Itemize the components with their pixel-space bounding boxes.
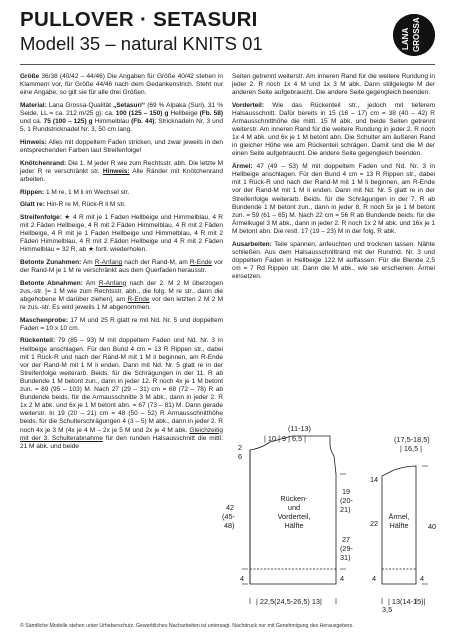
material-label: Material:: [20, 101, 47, 109]
hinweis-label: Hinweis:: [20, 138, 47, 146]
diagram-rib-right: 4: [340, 574, 345, 583]
rueckenteil-label: Rückenteil:: [20, 337, 56, 345]
glatt-text: Hin-R re M, Rück-R li M str.: [44, 201, 126, 209]
streifenfolge-label: Streifenfolge:: [20, 213, 62, 221]
material-text-1: Lana Grossa-Qualität: [46, 101, 113, 109]
zunahmen-text-3: nach der Rand-M, am: [122, 258, 190, 266]
rueckenteil-text-2: für den runden Halsausschnitt die mittl. 21 M abk. und beide: [20, 434, 223, 450]
ausarbeiten-label: Ausarbeiten:: [232, 240, 272, 248]
material-text-3: (69 % Alpaka (Suri), 31 % Seide, LL = ca. 212 m/25 g): ca.: [20, 101, 223, 117]
maschenprobe-paragraph: [20, 317, 223, 333]
groesse-text: 36/38 (40/42 – 44/46) Die Angaben für Größe 40/42 stehen in Klammern vor, für Größe 44/46 nach dem Gedankenstrich. Steht nur eine Angabe, so gilt sie für alle drei Größen.: [20, 73, 223, 97]
diagram-length-num: 42: [226, 503, 235, 512]
sleeve-label-1: Ärmel,: [388, 512, 410, 521]
vorderteil-paragraph: [232, 102, 435, 159]
material-color-1: (Fb. 58): [199, 109, 223, 117]
knoetchenrand-hinweis: Hinweis:: [102, 167, 130, 175]
rippen-text: 1 M re, 1 M li im Wechsel str.: [44, 188, 130, 196]
rippen-paragraph: [20, 189, 223, 197]
logo-graphic: [393, 14, 435, 56]
knoetchenrand-text-2: Alle Ränder mit Knötchenrand arbeiten.: [20, 167, 223, 183]
header-divider: [20, 64, 435, 65]
diagram-side-paren: (29-: [340, 544, 353, 553]
zunahmen-r-anfang: R-Anfang: [94, 258, 123, 266]
material-text-11: ; Stricknadeln Nr. 3 und 5, 1 Rundstricknadel Nr. 3, 50 cm lang.: [20, 118, 223, 134]
diagram-neck-6: 6: [238, 452, 243, 461]
aermel-label: Ärmel:: [232, 163, 253, 171]
zunahmen-r-ende: R-Ende: [189, 258, 212, 266]
zunahmen-text-1: Am: [81, 258, 95, 266]
instructions-left-column: [20, 73, 223, 455]
diagram-armhole-paren: (20-: [340, 496, 353, 505]
diagram-side-num: 27: [342, 535, 351, 544]
material-yarn-name: „Setasuri“: [112, 101, 146, 109]
diagram-top-segments: | 10 | 9 | 6,5 |: [264, 434, 307, 443]
sleeve-rib-right: 4: [420, 574, 425, 583]
diagram-top-paren: (11-13): [288, 424, 311, 433]
sleeve-rib-left: 4: [372, 574, 377, 583]
sleeve-top-dims: | 16,5 |: [400, 444, 423, 453]
diagram-length-paren2: 48): [224, 521, 235, 530]
hinweis-paragraph: [20, 139, 223, 155]
abnahmen-text-5: vor den letzten 2 M 2 M re zus.-str. Es wird jeweils 1 M abgenommen.: [20, 295, 224, 311]
zunahmen-label: Betonte Zunahmen:: [20, 258, 82, 266]
front-label-3: Vorderteil,: [277, 512, 311, 521]
page-title: PULLOVER · SETASURI: [20, 8, 258, 31]
page-subtitle: Modell 35 – natural KNITS 01: [20, 33, 263, 54]
ausarbeiten-paragraph: [232, 241, 435, 281]
groesse-paragraph: [20, 73, 223, 97]
aermel-paragraph: [232, 163, 435, 236]
diagram-armhole-num: 19: [342, 487, 351, 496]
diagram-rib-left: 4: [240, 574, 245, 583]
aermel-text: 47 (49 – 53) M mit doppeltem Faden und Nd. Nr. 3 in Hellbeige anschlagen. Für den Bund 4 cm = 13 R Rippen str., dabei mit 1 Rück-R und nach der Rand-M mit 1 M li beginnen, am R-Ende vor der Rand-M mit 1 M li enden. Dann mit Nd. Nr. 5 glatt re in der Streifenfolge weiterarb. Beids. für die Schrägungen in der 7. R ab Bundende 1 M betont zun., dann in jeder 8. R noch 5x je 1 M betont zun. = 59 (61 – 65) M. Nach 22 cm = 56 R ab Bundende beids. für die Ärmelkugel 3 M abk., dann in jeder 2. R noch 1x 2 M abk. und 16x je 1 M betont abn. Die restl. 17 (19 – 23) M in der folg. R abk.: [232, 163, 435, 235]
lana-grossa-logo: [393, 14, 435, 56]
knoetchenrand-text-1: Die 1. M jeder R wie zum Rechtsstr. abh. Die letzte M jeder R re verschränkt str.: [20, 159, 223, 175]
material-text-7: und ca.: [20, 118, 44, 126]
abnahmen-text-1: Am: [82, 279, 99, 287]
maschenprobe-text: 17 M und 25 R glatt re mit Nd. Nr. 5 und doppeltem Faden = 10 x 10 cm.: [20, 316, 223, 332]
streifenfolge-text: ★ 4 R mit je 1 Faden Hellbeige und Himmelblau, 4 R mit 2 Fäden Hellbeige, 4 R mit 2 Fäden Himmelblau, 4 R mit 2 Fäden Hellbeige, 4 R mit je 1 Faden Hellbeige und Himmelblau, 4 R mit 2 Fäden Himmelblau, 4 R mit 2 Fäden Hellbeige und 4 R mit 2 Fäden Himmelblau = 32 R, ab ★ fortl. wiederholen.: [20, 213, 223, 254]
sleeve-width-dims: | 13(14-15)|: [388, 597, 426, 606]
groesse-label: Größe: [20, 73, 40, 80]
zunahmen-paragraph: [20, 259, 223, 275]
front-label-2: und: [287, 503, 301, 512]
diagram-width-dims: | 22,5(24,5-26,5) 13|: [256, 597, 322, 606]
abnahmen-text-3: nach der 2. M 2 M überzogen zus.-str. [= 1 M wie zum Rechtsstr. abh., die folg. M re str., dann die abgehobene M darüber ziehen], am: [20, 279, 223, 303]
sleeve-label-2: Hälfte: [389, 521, 409, 530]
logo-text-lana: LANA: [401, 27, 410, 50]
diagram-neck-2: 2: [238, 443, 243, 452]
schematic-diagram: [222, 414, 447, 614]
rueckenteil-text-1: 79 (85 – 93) M mit doppeltem Faden und Nd. Nr. 3 in Hellbeige anschlagen. Für den Bund 4 cm = 13 R Rippen str., dabei mit 1 Rück-R und nach der Rand-M mit 1 M li beginnen, am R-Ende vor der Rand-M mit 1 M li enden. Dann mit Nd. Nr. 5 glatt re in der Streifenfolge weiterarb. Beids. für die Schrägungen in der 11. R ab Bundende 1 M betont zun., dann in jeder 12. R noch 4x je 1 M betont zun. = 89 (95 – 103) M. Nach 27 (29 – 31) cm = 68 (72 – 78) R ab Bundende beids. für die Armausschnitte 3 M abk., dann in jeder 2. R 1x 2 M abk. und 6x je 1 M betont abn. = 67 (73 – 81) M. Dann gerade weiterstr. In 19 (20 – 21) cm = 48 (50 – 52) R Armausschnitthöhe beids. für die Schulterschrägungen 4 (3 – 5) M abk., dann in jeder 2. R noch 4x je 3 M (4x je 4 M – 2x je 5 M und 2x je 4 M abk.: [20, 337, 223, 434]
streifenfolge-paragraph: [20, 214, 223, 254]
diagram-armhole-paren2: 21): [340, 505, 351, 514]
knoetchenrand-label: Knötchenrand:: [20, 159, 67, 167]
sleeve-side-num: 22: [370, 519, 379, 528]
material-text-5: Hellbeige: [168, 109, 200, 117]
page-header: [20, 9, 400, 54]
sleeve-width-small: 3,5: [382, 605, 393, 614]
knoetchenrand-paragraph: [20, 160, 223, 184]
rippen-label: Rippen:: [20, 188, 45, 196]
abnahmen-r-ende: R-Ende: [127, 295, 150, 303]
abnahmen-paragraph: [20, 280, 223, 312]
ausarbeiten-text: Teile spannen, anfeuchten und trocknen lassen. Nähte schließen. Aus dem Halsausschnittrand mit der Rundnd. Nr. 3 und doppeltem Faden in Hellbeige 122 M auffassen. Für die Blende 2,5 cm = 7 Rd Rippen str. Dann die M abk., wie sie erscheinen. Ärmel einsetzen.: [232, 240, 435, 280]
sleeve-top-paren: (17,5-18,5): [394, 435, 430, 444]
copyright-footer: © Sämtliche Modelle stehen unter Urheberschutz. Gewerbliches Nacharbeiten ist untersagt. Nachdruck nur mit Genehmigung des Herausgebers.: [20, 623, 354, 629]
diagram-length-paren: (45-: [222, 512, 235, 521]
logo-text-grossa: GROSSA: [412, 17, 421, 52]
material-paragraph: [20, 102, 223, 134]
abnahmen-r-anfang: R-Anfang: [98, 279, 127, 287]
maschenprobe-label: Maschenprobe:: [20, 316, 69, 324]
instructions-right-column: [232, 73, 435, 286]
front-label-1: Rücken-: [280, 494, 308, 503]
diagram-side-paren2: 31): [340, 553, 351, 562]
front-label-4: Hälfte: [284, 521, 304, 530]
hinweis-text: Alles mit doppeltem Faden stricken, und zwar jeweils in den entsprechenden Farben laut Streifenfolge!: [20, 138, 223, 154]
material-text-9: Himmelblau: [92, 118, 132, 126]
glatt-label: Glatt re:: [20, 201, 45, 209]
sleeve-cap-height: 14: [370, 475, 379, 484]
abnahmen-label: Betonte Abnahmen:: [20, 279, 83, 287]
material-color-2: (Fb. 44): [131, 118, 155, 126]
sleeve-length: 40: [428, 522, 437, 531]
material-amount-2: 75 (100 – 125) g: [43, 118, 93, 126]
zunahmen-text-5: vor der Rand-M je 1 M re verschränkt aus dem Querfaden herausstr.: [20, 258, 223, 275]
rueckenteil-continued: Seiten getrennt weiterstr. Am inneren Rand für die weitere Rundung in jeder 2. R noch 1x 4 M und 1x 3 M abk. Dann stillgelegte M der anderen Seite aufgebraucht. Die andere Seite gegengleich beenden.: [232, 73, 435, 97]
rueckenteil-gleichzeitig: Gleichzeitig mit der 3. Schulterabnahme: [20, 426, 223, 442]
rueckenteil-paragraph: [20, 337, 223, 450]
vorderteil-label: Vorderteil:: [232, 101, 265, 109]
dimension-ticks: [242, 466, 428, 604]
glatt-paragraph: [20, 201, 223, 209]
material-amount-1: 100 (125 – 150) g: [115, 109, 169, 117]
vorderteil-text: Wie das Rückenteil str., jedoch mit tieferem Halsausschnitt. Dafür bereits in 15 (16 – 17) cm = 38 (40 – 42) R Armausschnitthöhe die mittl. 15 M abk. und beide Seiten getrennt weiterstr. Am inneren Rand für die weitere Rundung in jeder 2. R noch 1x 4 M abk. und 6x je 1 M betont abn. Die Schulter am äußeren Rand in gleicher Höhe wie am Rückenteil schrägen. Damit sind die M der einen Seite aufgebraucht. Die andere Seite gegengleich beenden.: [232, 101, 435, 158]
